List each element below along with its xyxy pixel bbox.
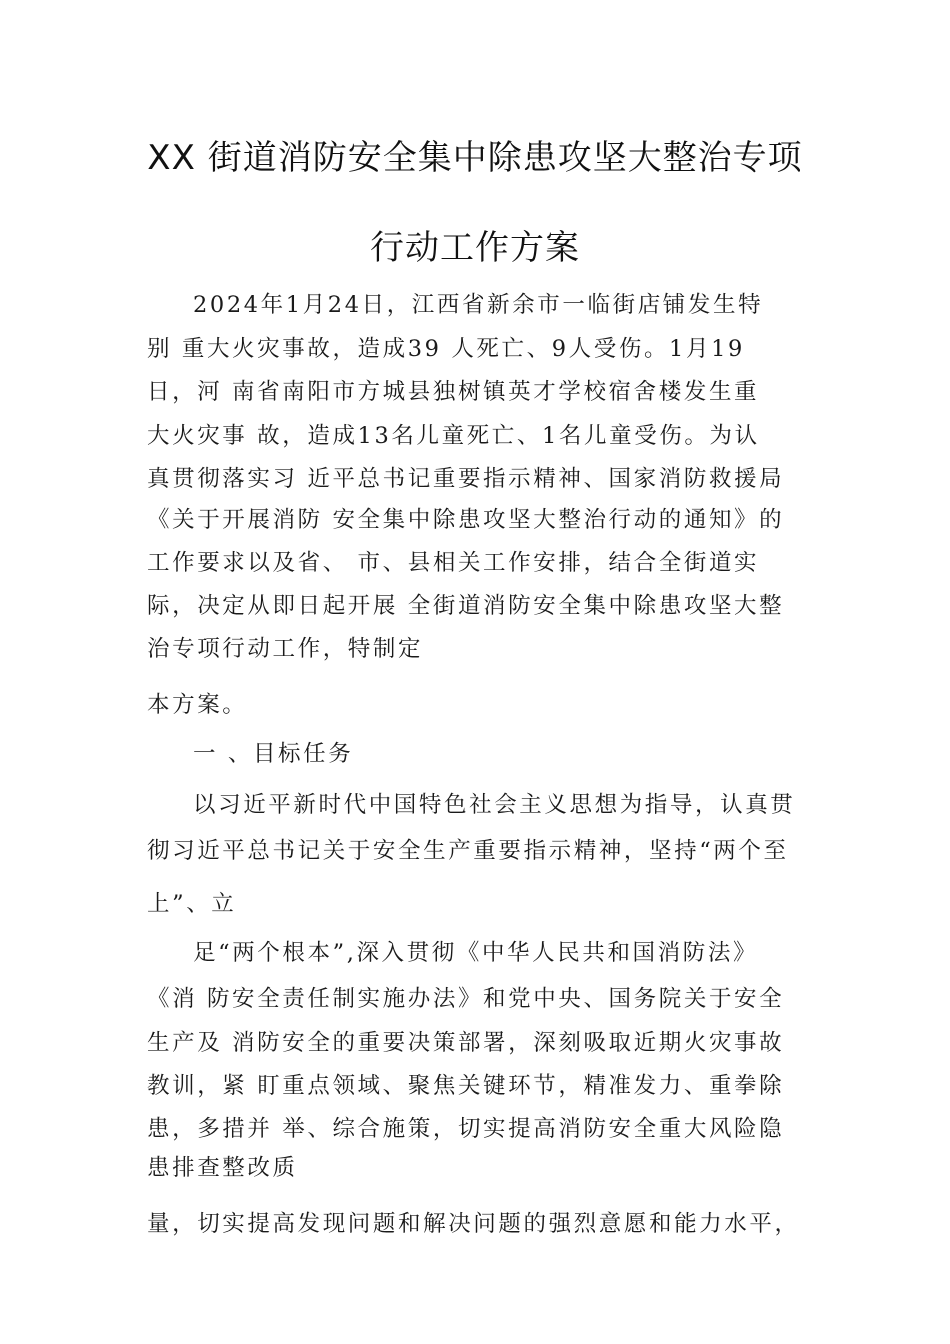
section-heading: 一 、目标任务 — [193, 741, 354, 767]
body-line: 患排查整改质 — [147, 1155, 298, 1181]
body-line: 上”、立 — [147, 891, 237, 917]
body-line: 日，河 南省南阳市方城县独树镇英才学校宿舍楼发生重 — [147, 379, 760, 405]
body-line: 际，决定从即日起开展 全街道消防安全集中除患攻坚大整 — [147, 593, 785, 619]
body-line: 大火灾事 故，造成13名儿童死亡、1名儿童受伤。为认 — [147, 423, 760, 449]
body-line: 《消 防安全责任制实施办法》和党中央、国务院关于安全 — [147, 986, 785, 1012]
body-line: 量，切实提高发现问题和解决问题的强烈意愿和能力水平， — [147, 1211, 800, 1237]
body-line: 教训，紧 盯重点领域、聚焦关键环节，精准发力、重拳除 — [147, 1073, 785, 1099]
body-line: 2024年1月24日，江西省新余市一临街店铺发生特 — [193, 292, 764, 318]
body-line: 患，多措并 举、综合施策，切实提高消防安全重大风险隐 — [147, 1116, 785, 1142]
body-line: 彻习近平总书记关于安全生产重要指示精神，坚持“两个至 — [147, 838, 789, 864]
body-line: 治专项行动工作，特制定 — [147, 636, 424, 662]
body-line: 生产及 消防安全的重要决策部署，深刻吸取近期火灾事故 — [147, 1030, 785, 1056]
body-line: 本方案。 — [147, 692, 248, 718]
document-title-line-2: 行动工作方案 — [370, 228, 580, 268]
document-title-line-1: XX 街道消防安全集中除患攻坚大整治专项 — [147, 138, 803, 178]
body-line: 工作要求以及省、 市、县相关工作安排，结合全街道实 — [147, 550, 760, 576]
body-line: 真贯彻落实习 近平总书记重要指示精神、国家消防救援局 — [147, 466, 785, 492]
body-line: 足“两个根本”,深入贯彻《中华人民共和国消防法》 — [193, 940, 759, 966]
body-line: 《关于开展消防 安全集中除患攻坚大整治行动的通知》的 — [147, 507, 785, 533]
body-line: 别 重大火灾事故，造成39 人死亡、9人受伤。1月19 — [147, 336, 745, 362]
body-line: 以习近平新时代中国特色社会主义思想为指导，认真贯 — [193, 792, 796, 818]
